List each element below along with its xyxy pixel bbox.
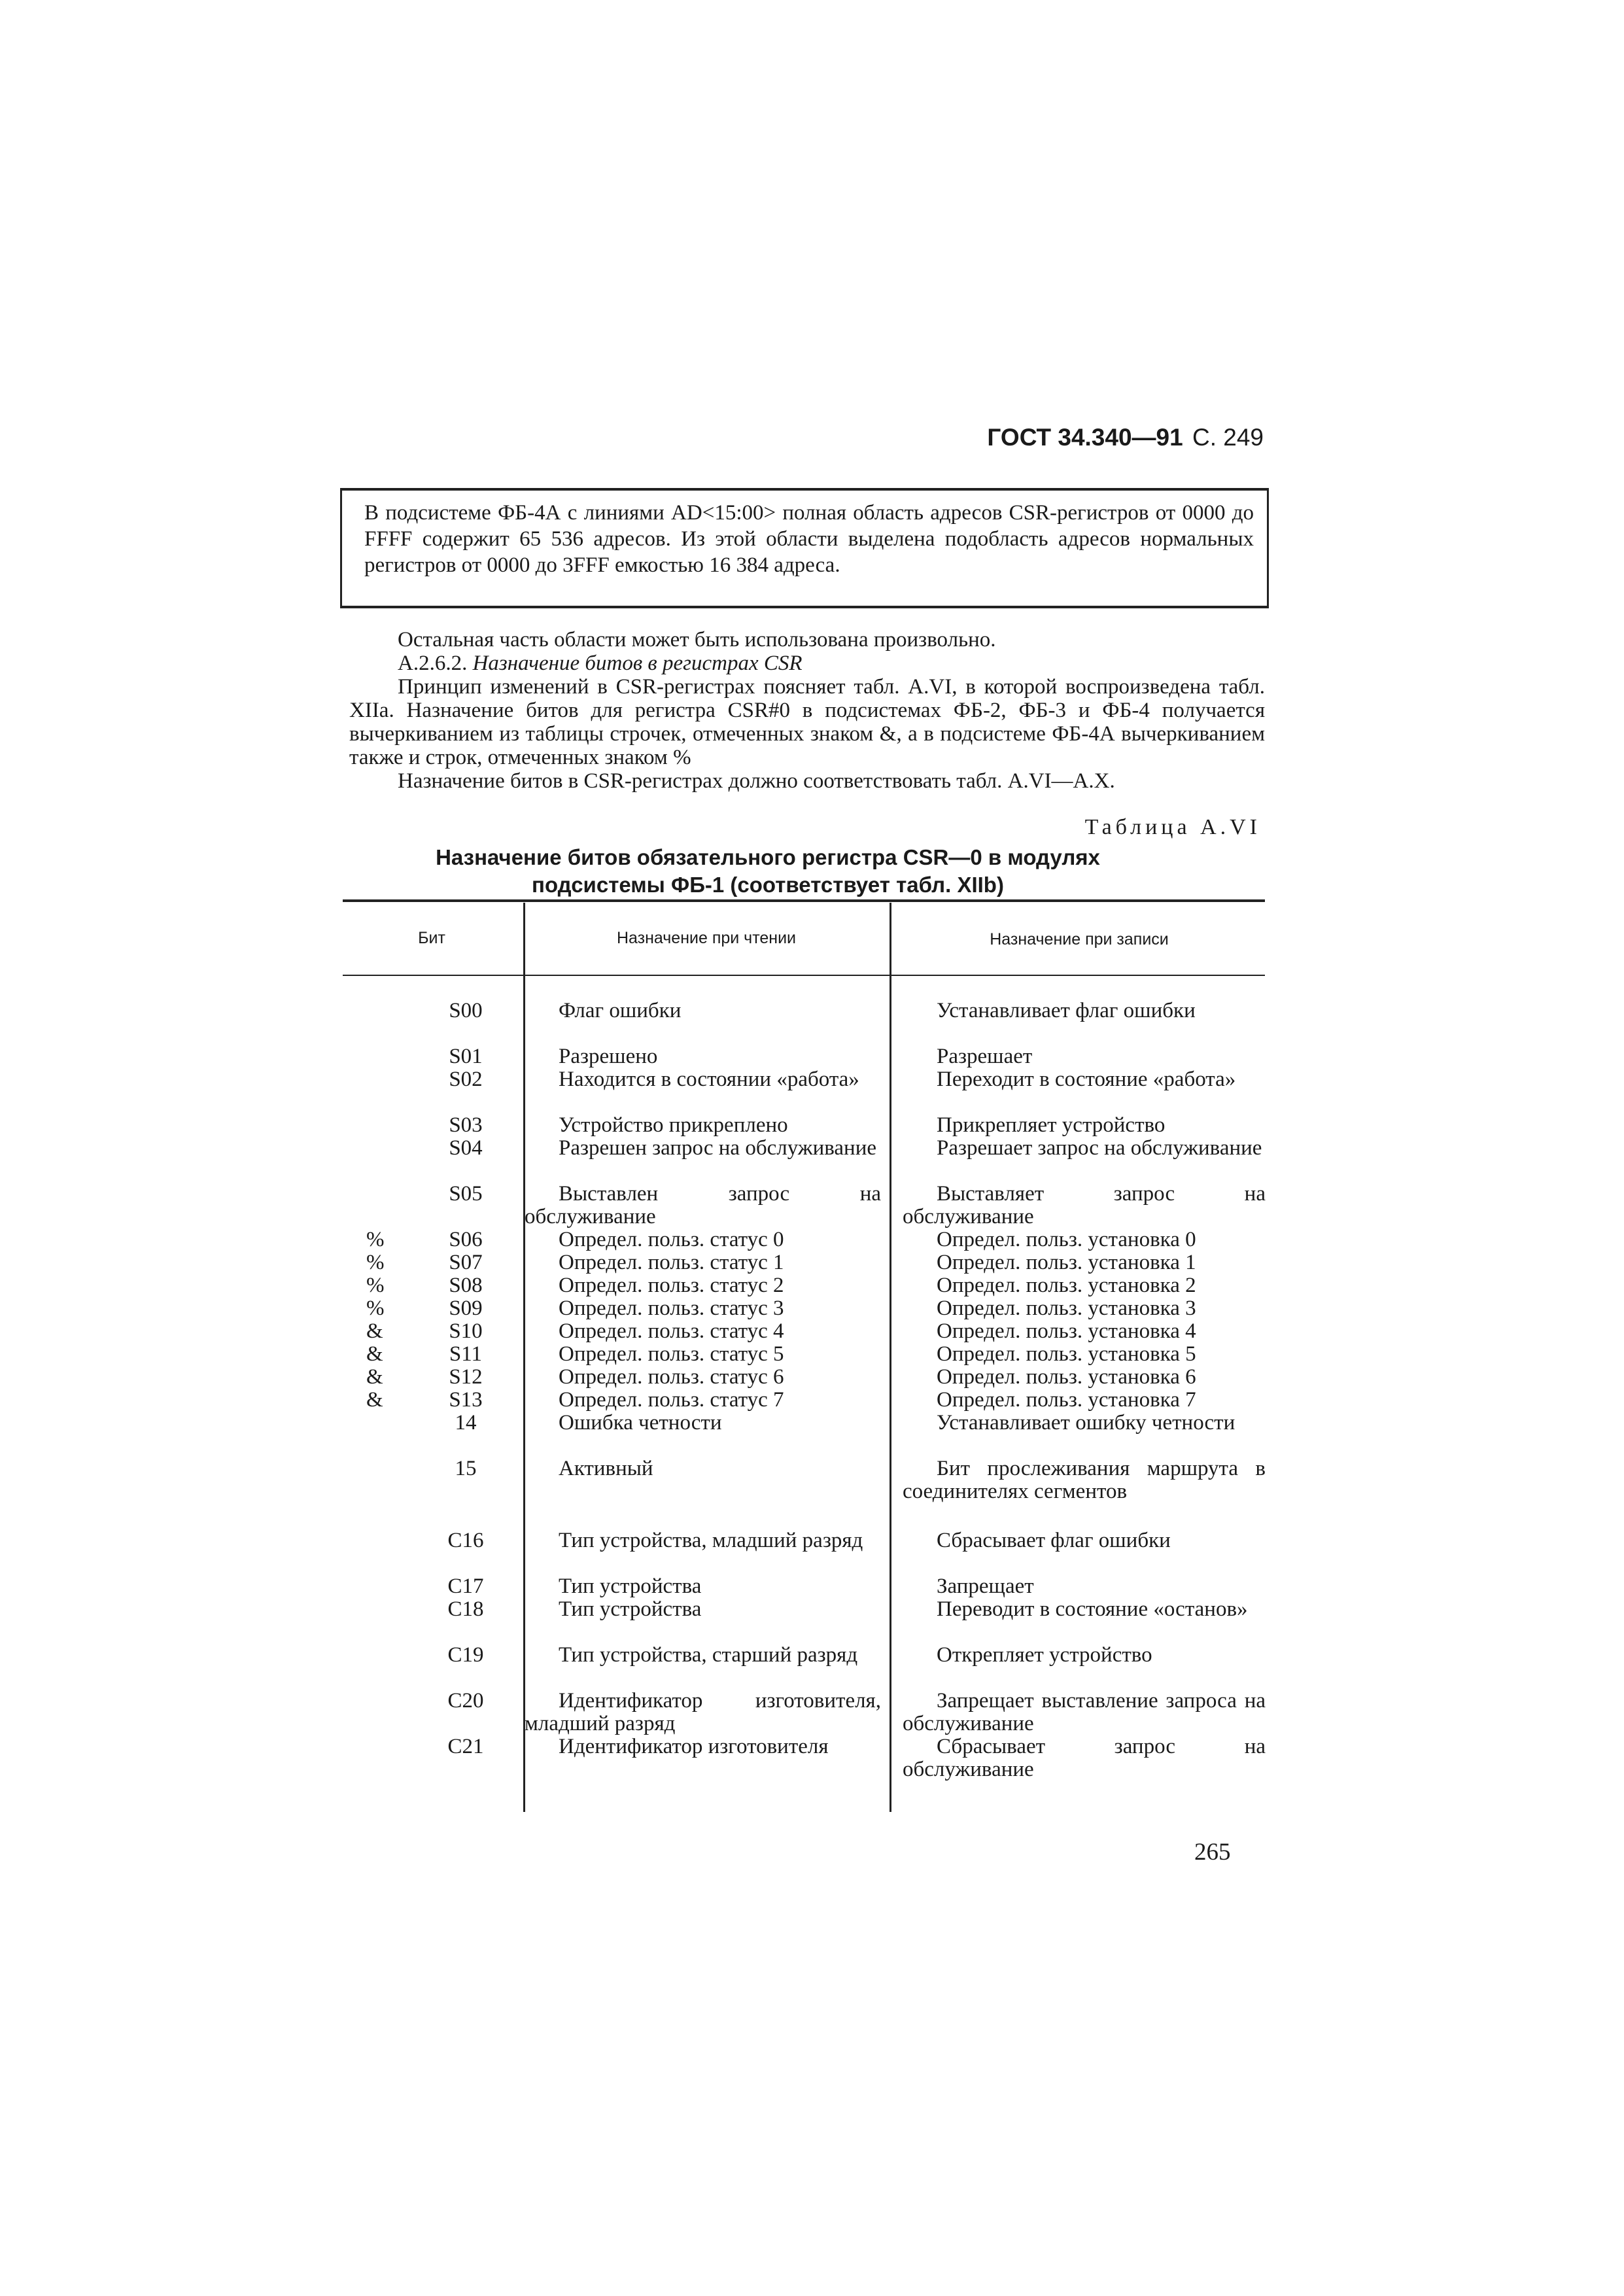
paragraph: Остальная часть области может быть использована произвольно. xyxy=(398,628,996,652)
strike-mark: % xyxy=(366,1274,385,1297)
bit-code: S10 xyxy=(449,1319,483,1343)
strike-mark: & xyxy=(366,1319,383,1343)
cell-read xyxy=(525,1690,881,1735)
section-heading xyxy=(349,652,1265,675)
strike-mark: & xyxy=(366,1342,383,1366)
read-text: Тип устройства, младший разряд xyxy=(559,1529,863,1552)
cell-read xyxy=(525,1529,881,1552)
cell-bit xyxy=(353,1457,497,1480)
read-text: Определ. польз. статус 1 xyxy=(559,1251,784,1274)
write-text: Запрещает xyxy=(937,1574,1034,1598)
read-text: Разрешен запрос на обслуживание xyxy=(559,1136,877,1160)
cell-write xyxy=(903,1644,1266,1667)
write-text: Определ. польз. установка 7 xyxy=(937,1388,1196,1412)
write-text: Определ. польз. установка 1 xyxy=(937,1251,1196,1274)
cell-write xyxy=(903,1598,1266,1621)
table-header-rule xyxy=(343,975,1265,976)
cell-write xyxy=(903,1343,1266,1366)
cell-write xyxy=(903,1114,1266,1137)
cell-bit xyxy=(353,1183,497,1206)
table-title-line: подсистемы ФБ-1 (соответствует табл. XIIb) xyxy=(532,873,1004,897)
section-number: A.2.6.2. xyxy=(398,652,468,675)
strike-mark: % xyxy=(366,1228,385,1251)
cell-write xyxy=(903,1000,1266,1022)
write-text: Разрешает запрос на обслуживание xyxy=(937,1136,1262,1160)
header-read: Назначение при чтении xyxy=(616,929,797,947)
write-text: Запрещает выставление запроса на обслуживание xyxy=(903,1689,1266,1735)
bit-code: C16 xyxy=(447,1529,484,1552)
cell-bit xyxy=(353,1343,497,1366)
paragraph: Принцип изменений в CSR-регистрах поясняет табл. A.VI, в которой воспроизведена табл. XIIa. Назначение битов для регистра CSR#0 в подсистемах ФБ-2, ФБ-3 и ФБ-4 получается вычеркиванием из таблицы строчек, отмеченных знаком &, а в подсистеме ФБ-4А вычеркиванием также и строк, отмеченных знаком % xyxy=(349,675,1265,769)
table-title-line: Назначение битов обязательного регистра CSR—0 в модулях xyxy=(436,845,1100,869)
cell-bit xyxy=(353,1366,497,1389)
cell-bit xyxy=(353,1529,497,1552)
bit-code: 14 xyxy=(455,1411,477,1435)
table-top-rule xyxy=(343,899,1265,902)
cell-bit xyxy=(353,1320,497,1343)
bit-code: S12 xyxy=(449,1365,483,1389)
bit-code: S07 xyxy=(449,1251,483,1274)
write-text: Сбрасывает запрос на обслуживание xyxy=(903,1735,1266,1781)
write-text: Определ. польз. установка 2 xyxy=(937,1274,1196,1297)
cell-bit xyxy=(353,1000,497,1022)
strike-mark: & xyxy=(366,1365,383,1389)
read-text: Флаг ошибки xyxy=(559,999,682,1022)
cell-write xyxy=(903,1457,1266,1503)
strike-mark: & xyxy=(366,1388,383,1412)
read-text: Идентификатор изготовителя, младший разряд xyxy=(525,1689,881,1735)
read-text: Тип устройства xyxy=(559,1574,702,1598)
read-text: Находится в состоянии «работа» xyxy=(559,1068,859,1091)
cell-bit xyxy=(353,1068,497,1091)
cell-read xyxy=(525,1183,881,1228)
read-text: Разрешено xyxy=(559,1045,658,1068)
cell-read xyxy=(525,1137,881,1160)
cell-read xyxy=(525,1598,881,1621)
cell-write xyxy=(903,1389,1266,1412)
cell-bit xyxy=(353,1389,497,1412)
cell-bit xyxy=(353,1274,497,1297)
table-title xyxy=(392,844,1143,899)
cell-write xyxy=(903,1412,1266,1435)
cell-bit xyxy=(353,1251,497,1274)
write-text: Прикрепляет устройство xyxy=(937,1113,1166,1137)
bit-code: C18 xyxy=(447,1597,484,1621)
cell-bit xyxy=(353,1045,497,1068)
bit-code: C17 xyxy=(447,1574,484,1598)
bit-code: S06 xyxy=(449,1228,483,1251)
section-title: Назначение битов в регистрах CSR xyxy=(472,652,803,675)
read-text: Определ. польз. статус 3 xyxy=(559,1296,784,1320)
cell-read xyxy=(525,1343,881,1366)
bit-code: C21 xyxy=(447,1735,484,1758)
write-text: Бит прослеживания маршрута в соединителях сегментов xyxy=(903,1457,1266,1503)
cell-write xyxy=(903,1228,1266,1251)
read-text: Определ. польз. статус 7 xyxy=(559,1388,784,1412)
bit-code: S00 xyxy=(449,999,483,1022)
cell-write xyxy=(903,1320,1266,1343)
write-text: Разрешает xyxy=(937,1045,1033,1068)
write-text: Устанавливает флаг ошибки xyxy=(937,999,1196,1022)
cell-write xyxy=(903,1735,1266,1781)
cell-read xyxy=(525,1412,881,1435)
page-reference: С. 249 xyxy=(1192,424,1264,451)
page-number: 265 xyxy=(1194,1839,1231,1866)
cell-read xyxy=(525,1320,881,1343)
read-text: Ошибка четности xyxy=(559,1411,722,1435)
read-text: Идентификатор изготовителя xyxy=(559,1735,829,1758)
cell-write xyxy=(903,1137,1266,1160)
cell-read xyxy=(525,1228,881,1251)
page-header xyxy=(0,424,1264,451)
body-text xyxy=(349,628,1265,793)
cell-write xyxy=(903,1575,1266,1598)
cell-read xyxy=(525,1457,881,1480)
strike-mark: % xyxy=(366,1251,385,1274)
cell-write xyxy=(903,1297,1266,1320)
read-text: Устройство прикреплено xyxy=(559,1113,788,1137)
cell-read xyxy=(525,1274,881,1297)
write-text: Выставляет запрос на обслуживание xyxy=(903,1182,1266,1228)
cell-read xyxy=(525,1251,881,1274)
boxed-note-text: В подсистеме ФБ-4А с линиями AD<15:00> полная область адресов CSR-регистров от 0000 до FFFF содержит 65 536 адресов. Из этой области выделена подобласть адресов нормальных регистров от 0000 до 3FFF емкостью 16 384 адреса. xyxy=(364,501,1254,577)
cell-bit xyxy=(353,1114,497,1137)
bit-code: 15 xyxy=(455,1457,477,1480)
bit-code: S13 xyxy=(449,1388,483,1412)
header-write: Назначение при записи xyxy=(990,930,1169,948)
cell-write xyxy=(903,1045,1266,1068)
column-divider xyxy=(890,903,891,1812)
cell-write xyxy=(903,1690,1266,1735)
read-text: Тип устройства xyxy=(559,1597,702,1621)
cell-bit xyxy=(353,1735,497,1758)
read-text: Выставлен запрос на обслуживание xyxy=(525,1182,881,1228)
write-text: Определ. польз. установка 6 xyxy=(937,1365,1196,1389)
read-text: Определ. польз. статус 5 xyxy=(559,1342,784,1366)
bit-code: S08 xyxy=(449,1274,483,1297)
write-text: Определ. польз. установка 4 xyxy=(937,1319,1196,1343)
cell-read xyxy=(525,1644,881,1667)
cell-write xyxy=(903,1183,1266,1228)
write-text: Определ. польз. установка 5 xyxy=(937,1342,1196,1366)
cell-read xyxy=(525,1068,881,1091)
cell-write xyxy=(903,1068,1266,1091)
standard-title: ГОСТ 34.340—91 xyxy=(987,424,1183,451)
cell-write xyxy=(903,1529,1266,1552)
bit-code: C19 xyxy=(447,1643,484,1667)
read-text: Определ. польз. статус 0 xyxy=(559,1228,784,1251)
read-text: Определ. польз. статус 2 xyxy=(559,1274,784,1297)
read-text: Активный xyxy=(559,1457,653,1480)
cell-bit xyxy=(353,1228,497,1251)
write-text: Открепляет устройство xyxy=(937,1643,1152,1667)
cell-bit xyxy=(353,1137,497,1160)
cell-bit xyxy=(353,1690,497,1713)
bit-code: S09 xyxy=(449,1296,483,1320)
cell-write xyxy=(903,1274,1266,1297)
read-text: Определ. польз. статус 6 xyxy=(559,1365,784,1389)
cell-write xyxy=(903,1366,1266,1389)
cell-read xyxy=(525,1575,881,1598)
header-bit: Бит xyxy=(418,929,445,947)
cell-read xyxy=(525,1000,881,1022)
write-text: Сбрасывает флаг ошибки xyxy=(937,1529,1171,1552)
paragraph: Назначение битов в CSR-регистрах должно соответствовать табл. A.VI—A.X. xyxy=(398,769,1115,793)
cell-read xyxy=(525,1114,881,1137)
cell-write xyxy=(903,1251,1266,1274)
cell-read xyxy=(525,1045,881,1068)
write-text: Устанавливает ошибку четности xyxy=(937,1411,1235,1435)
read-text: Тип устройства, старший разряд xyxy=(559,1643,858,1667)
write-text: Переходит в состояние «работа» xyxy=(937,1068,1236,1091)
cell-read xyxy=(525,1297,881,1320)
cell-read xyxy=(525,1366,881,1389)
bit-code: S03 xyxy=(449,1113,483,1137)
strike-mark: % xyxy=(366,1296,385,1320)
bit-code: S02 xyxy=(449,1068,483,1091)
bit-code: C20 xyxy=(447,1689,484,1713)
bit-code: S01 xyxy=(449,1045,483,1068)
table-label: Таблица A.VI xyxy=(1084,815,1261,839)
boxed-note xyxy=(340,488,1269,608)
cell-bit xyxy=(353,1644,497,1667)
bit-code: S11 xyxy=(449,1342,483,1366)
bit-code: S04 xyxy=(449,1136,483,1160)
write-text: Определ. польз. установка 0 xyxy=(937,1228,1196,1251)
cell-bit xyxy=(353,1598,497,1621)
cell-read xyxy=(525,1735,881,1758)
cell-bit xyxy=(353,1297,497,1320)
cell-bit xyxy=(353,1412,497,1435)
write-text: Определ. польз. установка 3 xyxy=(937,1296,1196,1320)
read-text: Определ. польз. статус 4 xyxy=(559,1319,784,1343)
cell-bit xyxy=(353,1575,497,1598)
write-text: Переводит в состояние «останов» xyxy=(937,1597,1248,1621)
bit-code: S05 xyxy=(449,1182,483,1206)
cell-read xyxy=(525,1389,881,1412)
